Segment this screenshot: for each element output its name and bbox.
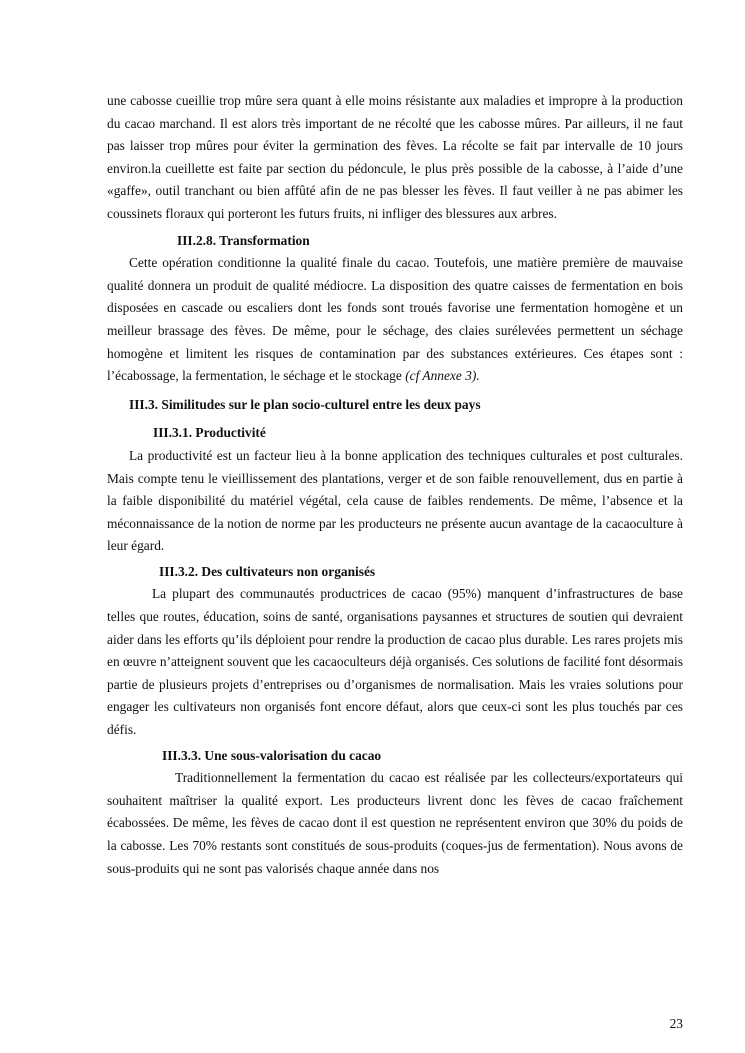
- intro-paragraph: une cabosse cueillie trop mûre sera quant à elle moins résistante aux maladies et impropre à la production du cacao marchand. Il est alors très important de ne récolté que les cabosse mûres. Par ailleurs, il ne faut pas laisser trop mûres pour éviter la germination des fèves. La récolte se fait par intervalle de 10 jours environ.la cueillette est faite par section du pédoncule, le plus près possible de la cabosse, à l’aide d’une «gaffe», outil tranchant ou bien affûté afin de ne pas blesser les fèves. Il faut veiller à ne pas abimer les coussinets floraux qui porteront les futurs fruits, ni infliger des blessures aux arbres.: [107, 93, 683, 221]
- heading-similitudes: III.3. Similitudes sur le plan socio-culturel entre les deux pays: [129, 396, 481, 412]
- sous-valorisation-paragraph: Traditionnellement la fermentation du cacao est réalisée par les collecteurs/exportateurs qui souhaitent maîtriser la qualité export. Les producteurs livrent donc les fèves de cacao fraîchement écabossées. De même, les fèves de cacao dont il est question ne représentent environ que 30% du poids de la cabosse. Les 70% restants sont constitués de sous-produits (coques-jus de fermentation). Nous avons de sous-produits qui ne sont pas valorisés chaque année dans nos: [107, 770, 683, 876]
- heading-productivite: III.3.1. Productivité: [153, 425, 266, 441]
- productivite-paragraph: La productivité est un facteur lieu à la bonne application des techniques culturales et post culturales. Mais compte tenu le vieillissement des plantations, verger et de son faible renouvellement, dus en partie à la faible disponibilité du matériel végétal, cela cause de faibles rendements. De même, l’absence et la méconnaissance de la notion de norme par les producteurs ne présente aucun avantage de la cacaoculture à leur égard.: [107, 447, 683, 554]
- cultivateurs-paragraph: La plupart des communautés productrices de cacao (95%) manquent d’infrastructures de base telles que routes, éducation, soins de santé, organisations paysannes et structures de soutien qui devraient aider dans les efforts qu’ils déploient pour rendre la production de cacao plus durable. Les rares projets mis en œuvre n’atteignent souvent que les cacaoculteurs déjà organisés. Ces solutions de facilité font désormais partie de plusieurs projets d’entreprises ou d’organismes de normalisation. Mais les vraies solutions pour engager les cultivateurs non organisés font encore défaut, alors que ceux-ci sont les plus touchés par ces défis.: [107, 586, 683, 738]
- transformation-text: Cette opération conditionne la qualité finale du cacao. Toutefois, une matière première de mauvaise qualité donnera un produit de qualité médiocre. La disposition des quatre caisses de fermentation en bois disposées en cascade ou escaliers dont les fonds sont troués favorise une fermentation homogène et un meilleur brassage des fèves. De même, pour le séchage, des claies surélevées permettent un séchage homogène et limitent les risques de contamination par des substances extérieures. Ces étapes sont : l’écabossage, la fermentation, le séchage et le stockage: [107, 255, 683, 384]
- heading-sous-valorisation: III.3.3. Une sous-valorisation du cacao: [162, 747, 382, 763]
- page-number: 23: [669, 1016, 683, 1031]
- document-page: [107, 90, 683, 880]
- annex-note: (cf Annexe 3).: [405, 368, 480, 384]
- heading-transformation: III.2.8. Transformation: [177, 232, 310, 248]
- transformation-paragraph: [107, 252, 683, 388]
- heading-cultivateurs: III.3.2. Des cultivateurs non organisés: [159, 563, 376, 579]
